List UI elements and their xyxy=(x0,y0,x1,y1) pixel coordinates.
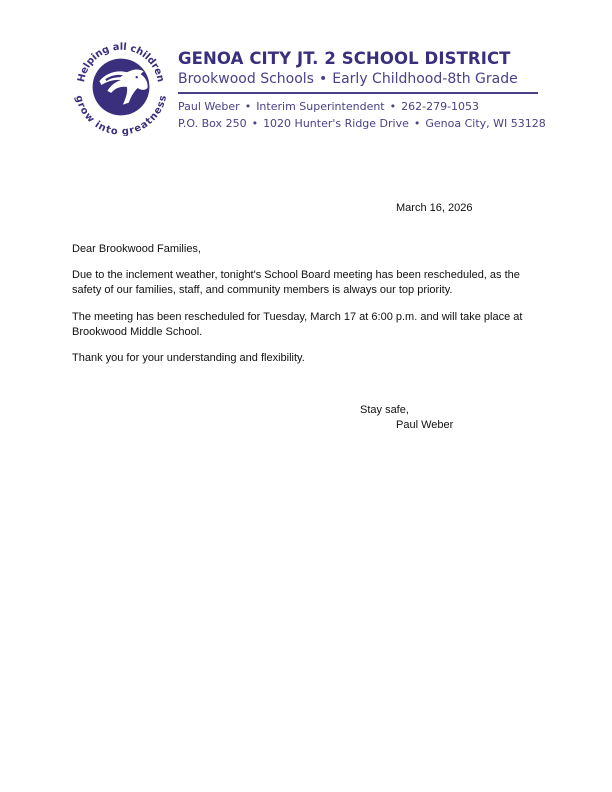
separator-dot: • xyxy=(244,100,252,113)
address-city: Genoa City, WI 53128 xyxy=(425,117,546,130)
address-po-box: P.O. Box 250 xyxy=(178,117,247,130)
logo-arc-bottom-text: grow into greatness xyxy=(72,94,170,136)
letter-paragraph: Thank you for your understanding and flexibility. xyxy=(72,352,305,364)
letter-paragraph: Due to the inclement weather, tonight's School Board meeting has been rescheduled, as the safety of our families, staff, and community members is always our top priority. xyxy=(72,269,520,296)
contact-name: Paul Weber xyxy=(178,100,240,113)
logo-arc-top-text: Helping all children xyxy=(76,41,166,84)
district-title: GENOA CITY JT. 2 SCHOOL DISTRICT xyxy=(178,49,511,68)
separator-dot: • xyxy=(389,100,397,113)
subtitle-schools: Brookwood Schools xyxy=(178,71,314,87)
separator-dot: • xyxy=(251,117,259,130)
letter-greeting: Dear Brookwood Families, xyxy=(72,243,201,255)
separator-dot: • xyxy=(318,71,328,87)
contact-line xyxy=(178,100,479,113)
letter-signature: Paul Weber xyxy=(396,419,454,431)
letter-paragraph: The meeting has been rescheduled for Tuesday, March 17 at 6:00 p.m. and will take place at Brookwood Middle School. xyxy=(72,311,523,338)
subtitle-grades: Early Childhood-8th Grade xyxy=(332,71,518,87)
address-line xyxy=(178,117,546,130)
district-logo xyxy=(72,38,170,136)
contact-phone: 262-279-1053 xyxy=(401,100,480,113)
address-street: 1020 Hunter's Ridge Drive xyxy=(263,117,409,130)
letter-date: March 16, 2026 xyxy=(396,202,473,214)
contact-role: Interim Superintendent xyxy=(256,100,385,113)
letter-closing: Stay safe, xyxy=(360,404,409,416)
district-subtitle xyxy=(178,71,518,87)
separator-dot: • xyxy=(413,117,421,130)
header-divider xyxy=(178,92,538,94)
